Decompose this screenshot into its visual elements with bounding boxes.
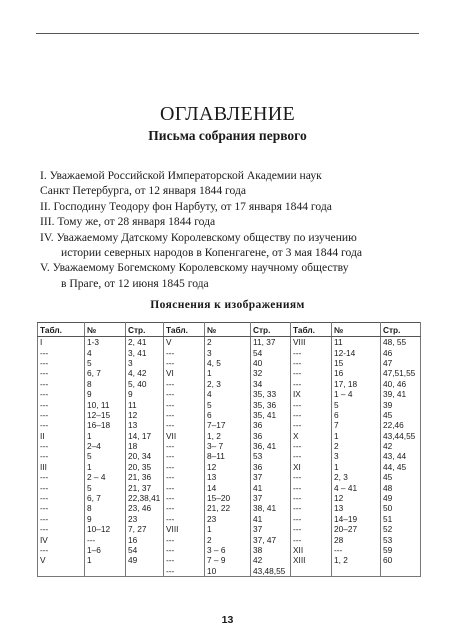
table-cell: 9 xyxy=(126,389,164,399)
table-cell: III xyxy=(38,462,85,472)
table-cell: 3, 41 xyxy=(126,347,164,357)
table-cell: 46 xyxy=(381,347,421,357)
table-cell: 6, 7 xyxy=(85,368,126,378)
table-cell: 49 xyxy=(126,555,164,565)
table-of-contents xyxy=(40,168,420,291)
table-cell: 47 xyxy=(381,358,421,368)
table-cell: 14–19 xyxy=(332,514,381,524)
table-cell: --- xyxy=(38,410,85,420)
table-cell: 1 xyxy=(332,431,381,441)
table-cell: 2, 3 xyxy=(205,379,251,389)
table-cell: 5 xyxy=(85,358,126,368)
table-cell: --- xyxy=(291,451,332,461)
table-cell: --- xyxy=(85,534,126,544)
table-cell: 36, 41 xyxy=(251,441,291,451)
column-header: Стр. xyxy=(251,323,291,337)
table-cell: 4, 42 xyxy=(126,368,164,378)
table-cell xyxy=(291,566,332,577)
table-cell: 43,44,55 xyxy=(381,431,421,441)
table-cell: --- xyxy=(38,524,85,534)
table-cell: --- xyxy=(291,514,332,524)
table-cell: 20, 34 xyxy=(126,451,164,461)
table-cell: 11 xyxy=(126,399,164,409)
table-cell: 23 xyxy=(205,514,251,524)
table-cell: 2, 3 xyxy=(332,472,381,482)
page-subtitle: Письма собрания первого xyxy=(148,128,307,143)
table-cell: 1 xyxy=(85,462,126,472)
table-cell: XI xyxy=(291,462,332,472)
table-cell: 41 xyxy=(251,514,291,524)
table-cell: 12 xyxy=(205,462,251,472)
table-cell: 8–11 xyxy=(205,451,251,461)
table-cell: --- xyxy=(164,420,205,430)
table-cell: --- xyxy=(38,472,85,482)
table-cell: 7 – 9 xyxy=(205,555,251,565)
table-cell: 48, 55 xyxy=(381,337,421,348)
table-cell: 11 xyxy=(332,337,381,348)
table-cell xyxy=(126,566,164,577)
table-cell: --- xyxy=(38,399,85,409)
table-cell: --- xyxy=(291,524,332,534)
table-cell: 45 xyxy=(381,410,421,420)
table-row xyxy=(38,379,421,389)
table-cell: 3 xyxy=(126,358,164,368)
table-cell: 34 xyxy=(251,379,291,389)
table-cell: 20–27 xyxy=(332,524,381,534)
table-cell: 1-3 xyxy=(85,337,126,348)
table-cell: ΧΙΙ xyxy=(291,545,332,555)
table-cell: 16 xyxy=(332,368,381,378)
table-cell: --- xyxy=(164,514,205,524)
table-cell: 4 xyxy=(85,347,126,357)
column-header: Стр. xyxy=(381,323,421,337)
images-section-title: Пояснения к изображениям xyxy=(150,299,305,311)
table-cell: --- xyxy=(38,514,85,524)
table-cell: 5 xyxy=(85,451,126,461)
table-row xyxy=(38,337,421,348)
table-row xyxy=(38,420,421,430)
table-cell: --- xyxy=(164,441,205,451)
table-cell: II xyxy=(38,431,85,441)
table-cell: 38, 41 xyxy=(251,503,291,513)
table-cell: --- xyxy=(164,493,205,503)
table-cell: --- xyxy=(38,451,85,461)
table-cell: 13 xyxy=(332,503,381,513)
table-cell: 42 xyxy=(381,441,421,451)
table-cell: 1 xyxy=(205,368,251,378)
table-header-row xyxy=(38,323,421,337)
table-cell: 54 xyxy=(251,347,291,357)
table-cell: --- xyxy=(164,399,205,409)
table-cell: --- xyxy=(291,420,332,430)
table-row xyxy=(38,545,421,555)
table-cell: 12-14 xyxy=(332,347,381,357)
table-cell xyxy=(332,566,381,577)
table-cell: 38 xyxy=(251,545,291,555)
table-cell: 12–15 xyxy=(85,410,126,420)
toc-entry: в Праге, от 12 июня 1845 года xyxy=(61,276,209,290)
page-number: 13 xyxy=(221,614,234,626)
table-cell: 11, 37 xyxy=(251,337,291,348)
column-header: № xyxy=(205,323,251,337)
table-cell: 13 xyxy=(205,472,251,482)
table-cell: --- xyxy=(291,347,332,357)
table-cell: 37, 47 xyxy=(251,534,291,544)
table-row xyxy=(38,399,421,409)
table-row xyxy=(38,555,421,565)
table-cell xyxy=(381,566,421,577)
table-cell: 14 xyxy=(205,482,251,492)
table-cell: --- xyxy=(164,566,205,577)
table-cell: 36 xyxy=(251,431,291,441)
table-cell: --- xyxy=(164,358,205,368)
table-cell: 5, 40 xyxy=(126,379,164,389)
table-cell: 1 xyxy=(85,431,126,441)
table-cell: --- xyxy=(291,441,332,451)
table-cell: 52 xyxy=(381,524,421,534)
table-cell: --- xyxy=(291,472,332,482)
table-row xyxy=(38,358,421,368)
table-cell: 44, 45 xyxy=(381,462,421,472)
table-cell: 53 xyxy=(381,534,421,544)
table-cell: V xyxy=(38,555,85,565)
table-cell: --- xyxy=(164,545,205,555)
table-cell: 54 xyxy=(126,545,164,555)
table-cell: 5 xyxy=(205,399,251,409)
table-cell: 37 xyxy=(251,524,291,534)
table-cell: 2, 41 xyxy=(126,337,164,348)
table-cell: 1, 2 xyxy=(205,431,251,441)
table-cell: VIII xyxy=(291,337,332,348)
table-cell: I xyxy=(38,337,85,348)
table-cell: 40, 46 xyxy=(381,379,421,389)
toc-entry: Санкт Петербурга, от 12 января 1844 года xyxy=(40,184,246,198)
table-cell: --- xyxy=(164,482,205,492)
table-cell: 4 xyxy=(205,389,251,399)
table-cell: 51 xyxy=(381,514,421,524)
table-cell: --- xyxy=(291,534,332,544)
table-cell: --- xyxy=(164,410,205,420)
column-header: Табл. xyxy=(164,323,205,337)
table-cell: 17, 18 xyxy=(332,379,381,389)
table-cell: 43, 44 xyxy=(381,451,421,461)
toc-entry: IV. Уважаемому Датскому Королевскому обществу по изучению xyxy=(40,230,357,244)
table-cell: 14, 17 xyxy=(126,431,164,441)
table-cell: 50 xyxy=(381,503,421,513)
table-cell: 21, 36 xyxy=(126,472,164,482)
table-cell: 41 xyxy=(251,482,291,492)
table-cell: 36 xyxy=(251,462,291,472)
table-cell: 48 xyxy=(381,482,421,492)
table-cell: 5 xyxy=(85,482,126,492)
table-cell: --- xyxy=(38,347,85,357)
table-cell: 8 xyxy=(85,379,126,389)
table-row xyxy=(38,431,421,441)
table-cell: 9 xyxy=(85,389,126,399)
table-row xyxy=(38,451,421,461)
table-cell: 2 xyxy=(205,337,251,348)
table-cell: 1 – 4 xyxy=(332,389,381,399)
table-cell: 21, 37 xyxy=(126,482,164,492)
table-cell: 3 xyxy=(205,347,251,357)
table-cell: 22,38,41 xyxy=(126,493,164,503)
table-cell: --- xyxy=(164,503,205,513)
table-cell: --- xyxy=(164,462,205,472)
table-cell: 1, 2 xyxy=(332,555,381,565)
table-cell: V xyxy=(164,337,205,348)
table-cell: 18 xyxy=(126,441,164,451)
table-cell: 7 xyxy=(332,420,381,430)
table-cell: --- xyxy=(38,441,85,451)
table-cell: 3– 7 xyxy=(205,441,251,451)
table-cell: 9 xyxy=(85,514,126,524)
table-cell: --- xyxy=(164,347,205,357)
table-cell: 8 xyxy=(85,503,126,513)
table-cell: 6, 7 xyxy=(85,493,126,503)
table-cell: 10 xyxy=(205,566,251,577)
table-row xyxy=(38,566,421,577)
table-cell: 45 xyxy=(381,472,421,482)
table-cell: --- xyxy=(164,451,205,461)
table-cell: 21, 22 xyxy=(205,503,251,513)
table-cell: VI xyxy=(164,368,205,378)
table-cell: 2 – 4 xyxy=(85,472,126,482)
table-cell: 36 xyxy=(251,420,291,430)
table-cell: VII xyxy=(164,431,205,441)
table-cell: --- xyxy=(291,410,332,420)
table-cell: --- xyxy=(38,368,85,378)
table-row xyxy=(38,389,421,399)
table-row xyxy=(38,462,421,472)
toc-entry: I. Уважаемой Российской Императорской Академии наук xyxy=(40,169,322,182)
table-cell: --- xyxy=(38,420,85,430)
table-row xyxy=(38,410,421,420)
table-cell: 39, 41 xyxy=(381,389,421,399)
table-cell: 47,51,55 xyxy=(381,368,421,378)
table-cell: 10, 11 xyxy=(85,399,126,409)
table-cell xyxy=(85,566,126,577)
table-cell: 13 xyxy=(126,420,164,430)
table-cell: 35, 36 xyxy=(251,399,291,409)
table-cell: 6 xyxy=(332,410,381,420)
table-cell: --- xyxy=(291,399,332,409)
table-cell: VIII xyxy=(164,524,205,534)
column-header: Табл. xyxy=(38,323,85,337)
table-cell: 20, 35 xyxy=(126,462,164,472)
table-cell: --- xyxy=(291,368,332,378)
table-cell: 3 – 6 xyxy=(205,545,251,555)
table-cell: 2–4 xyxy=(85,441,126,451)
table-cell: IV xyxy=(38,534,85,544)
table-row xyxy=(38,524,421,534)
table-cell: --- xyxy=(38,493,85,503)
table-cell: 22,46 xyxy=(381,420,421,430)
top-rule xyxy=(36,33,419,34)
table-cell: ΧΙΙΙ xyxy=(291,555,332,565)
table-cell: 4, 5 xyxy=(205,358,251,368)
table-cell: 49 xyxy=(381,493,421,503)
table-cell: --- xyxy=(38,379,85,389)
column-header: Табл. xyxy=(291,323,332,337)
table-cell: 23 xyxy=(126,514,164,524)
table-row xyxy=(38,482,421,492)
table-cell: 3 xyxy=(332,451,381,461)
table-cell: 35, 41 xyxy=(251,410,291,420)
toc-entry: III. Тому же, от 28 января 1844 года xyxy=(40,215,216,229)
table-cell: --- xyxy=(291,482,332,492)
table-cell: 7, 27 xyxy=(126,524,164,534)
table-cell: 1 xyxy=(85,555,126,565)
table-cell: 2 xyxy=(205,534,251,544)
column-header: № xyxy=(85,323,126,337)
images-table xyxy=(37,322,421,577)
table-cell: 1 xyxy=(332,462,381,472)
table-cell xyxy=(38,566,85,577)
table-row xyxy=(38,534,421,544)
table-cell: --- xyxy=(38,358,85,368)
table-cell: 59 xyxy=(381,545,421,555)
table-cell: --- xyxy=(38,545,85,555)
table-cell: 60 xyxy=(381,555,421,565)
table-cell: 53 xyxy=(251,451,291,461)
table-cell: 15–20 xyxy=(205,493,251,503)
table-cell: 16 xyxy=(126,534,164,544)
table-cell: 40 xyxy=(251,358,291,368)
table-row xyxy=(38,472,421,482)
table-cell: --- xyxy=(291,503,332,513)
table-row xyxy=(38,347,421,357)
table-cell: 6 xyxy=(205,410,251,420)
table-cell: 2 xyxy=(332,441,381,451)
table-cell: 4 – 41 xyxy=(332,482,381,492)
table-cell: 12 xyxy=(126,410,164,420)
table-cell: 35, 33 xyxy=(251,389,291,399)
table-cell: --- xyxy=(164,534,205,544)
table-cell: 39 xyxy=(381,399,421,409)
table-cell: --- xyxy=(291,358,332,368)
table-row xyxy=(38,368,421,378)
table-cell: 32 xyxy=(251,368,291,378)
table-cell: IX xyxy=(291,389,332,399)
toc-entry: истории северных народов в Копенгагене, от 3 мая 1844 года xyxy=(61,246,362,260)
table-cell: --- xyxy=(38,389,85,399)
table-cell: 12 xyxy=(332,493,381,503)
table-row xyxy=(38,514,421,524)
table-cell: 42 xyxy=(251,555,291,565)
table-row xyxy=(38,441,421,451)
table-cell: 15 xyxy=(332,358,381,368)
table-cell: --- xyxy=(164,379,205,389)
table-cell: --- xyxy=(164,389,205,399)
table-cell: 37 xyxy=(251,493,291,503)
table-cell: 5 xyxy=(332,399,381,409)
table-cell: --- xyxy=(291,493,332,503)
table-cell: 1–6 xyxy=(85,545,126,555)
column-header: Стр. xyxy=(126,323,164,337)
table-cell: --- xyxy=(38,482,85,492)
table-cell: --- xyxy=(164,555,205,565)
table-cell: --- xyxy=(164,472,205,482)
table-cell: --- xyxy=(291,379,332,389)
table-cell: 43,48,55 xyxy=(251,566,291,577)
table-cell: 37 xyxy=(251,472,291,482)
table-cell: 10–12 xyxy=(85,524,126,534)
table-cell: 1 xyxy=(205,524,251,534)
page-title: ОГЛАВЛЕНИЕ xyxy=(160,103,295,125)
toc-entry: II. Господину Теодору фон Нарбуту, от 17 января 1844 года xyxy=(40,199,332,213)
table-cell: 16–18 xyxy=(85,420,126,430)
table-row xyxy=(38,493,421,503)
table-cell: 28 xyxy=(332,534,381,544)
table-cell: 23, 46 xyxy=(126,503,164,513)
table-cell: 7–17 xyxy=(205,420,251,430)
table-row xyxy=(38,503,421,513)
toc-entry: V. Уважаемому Богемскому Королевскому научному обществу xyxy=(40,261,349,275)
table-cell: --- xyxy=(38,503,85,513)
table-cell: X xyxy=(291,431,332,441)
table-cell: --- xyxy=(332,545,381,555)
column-header: № xyxy=(332,323,381,337)
